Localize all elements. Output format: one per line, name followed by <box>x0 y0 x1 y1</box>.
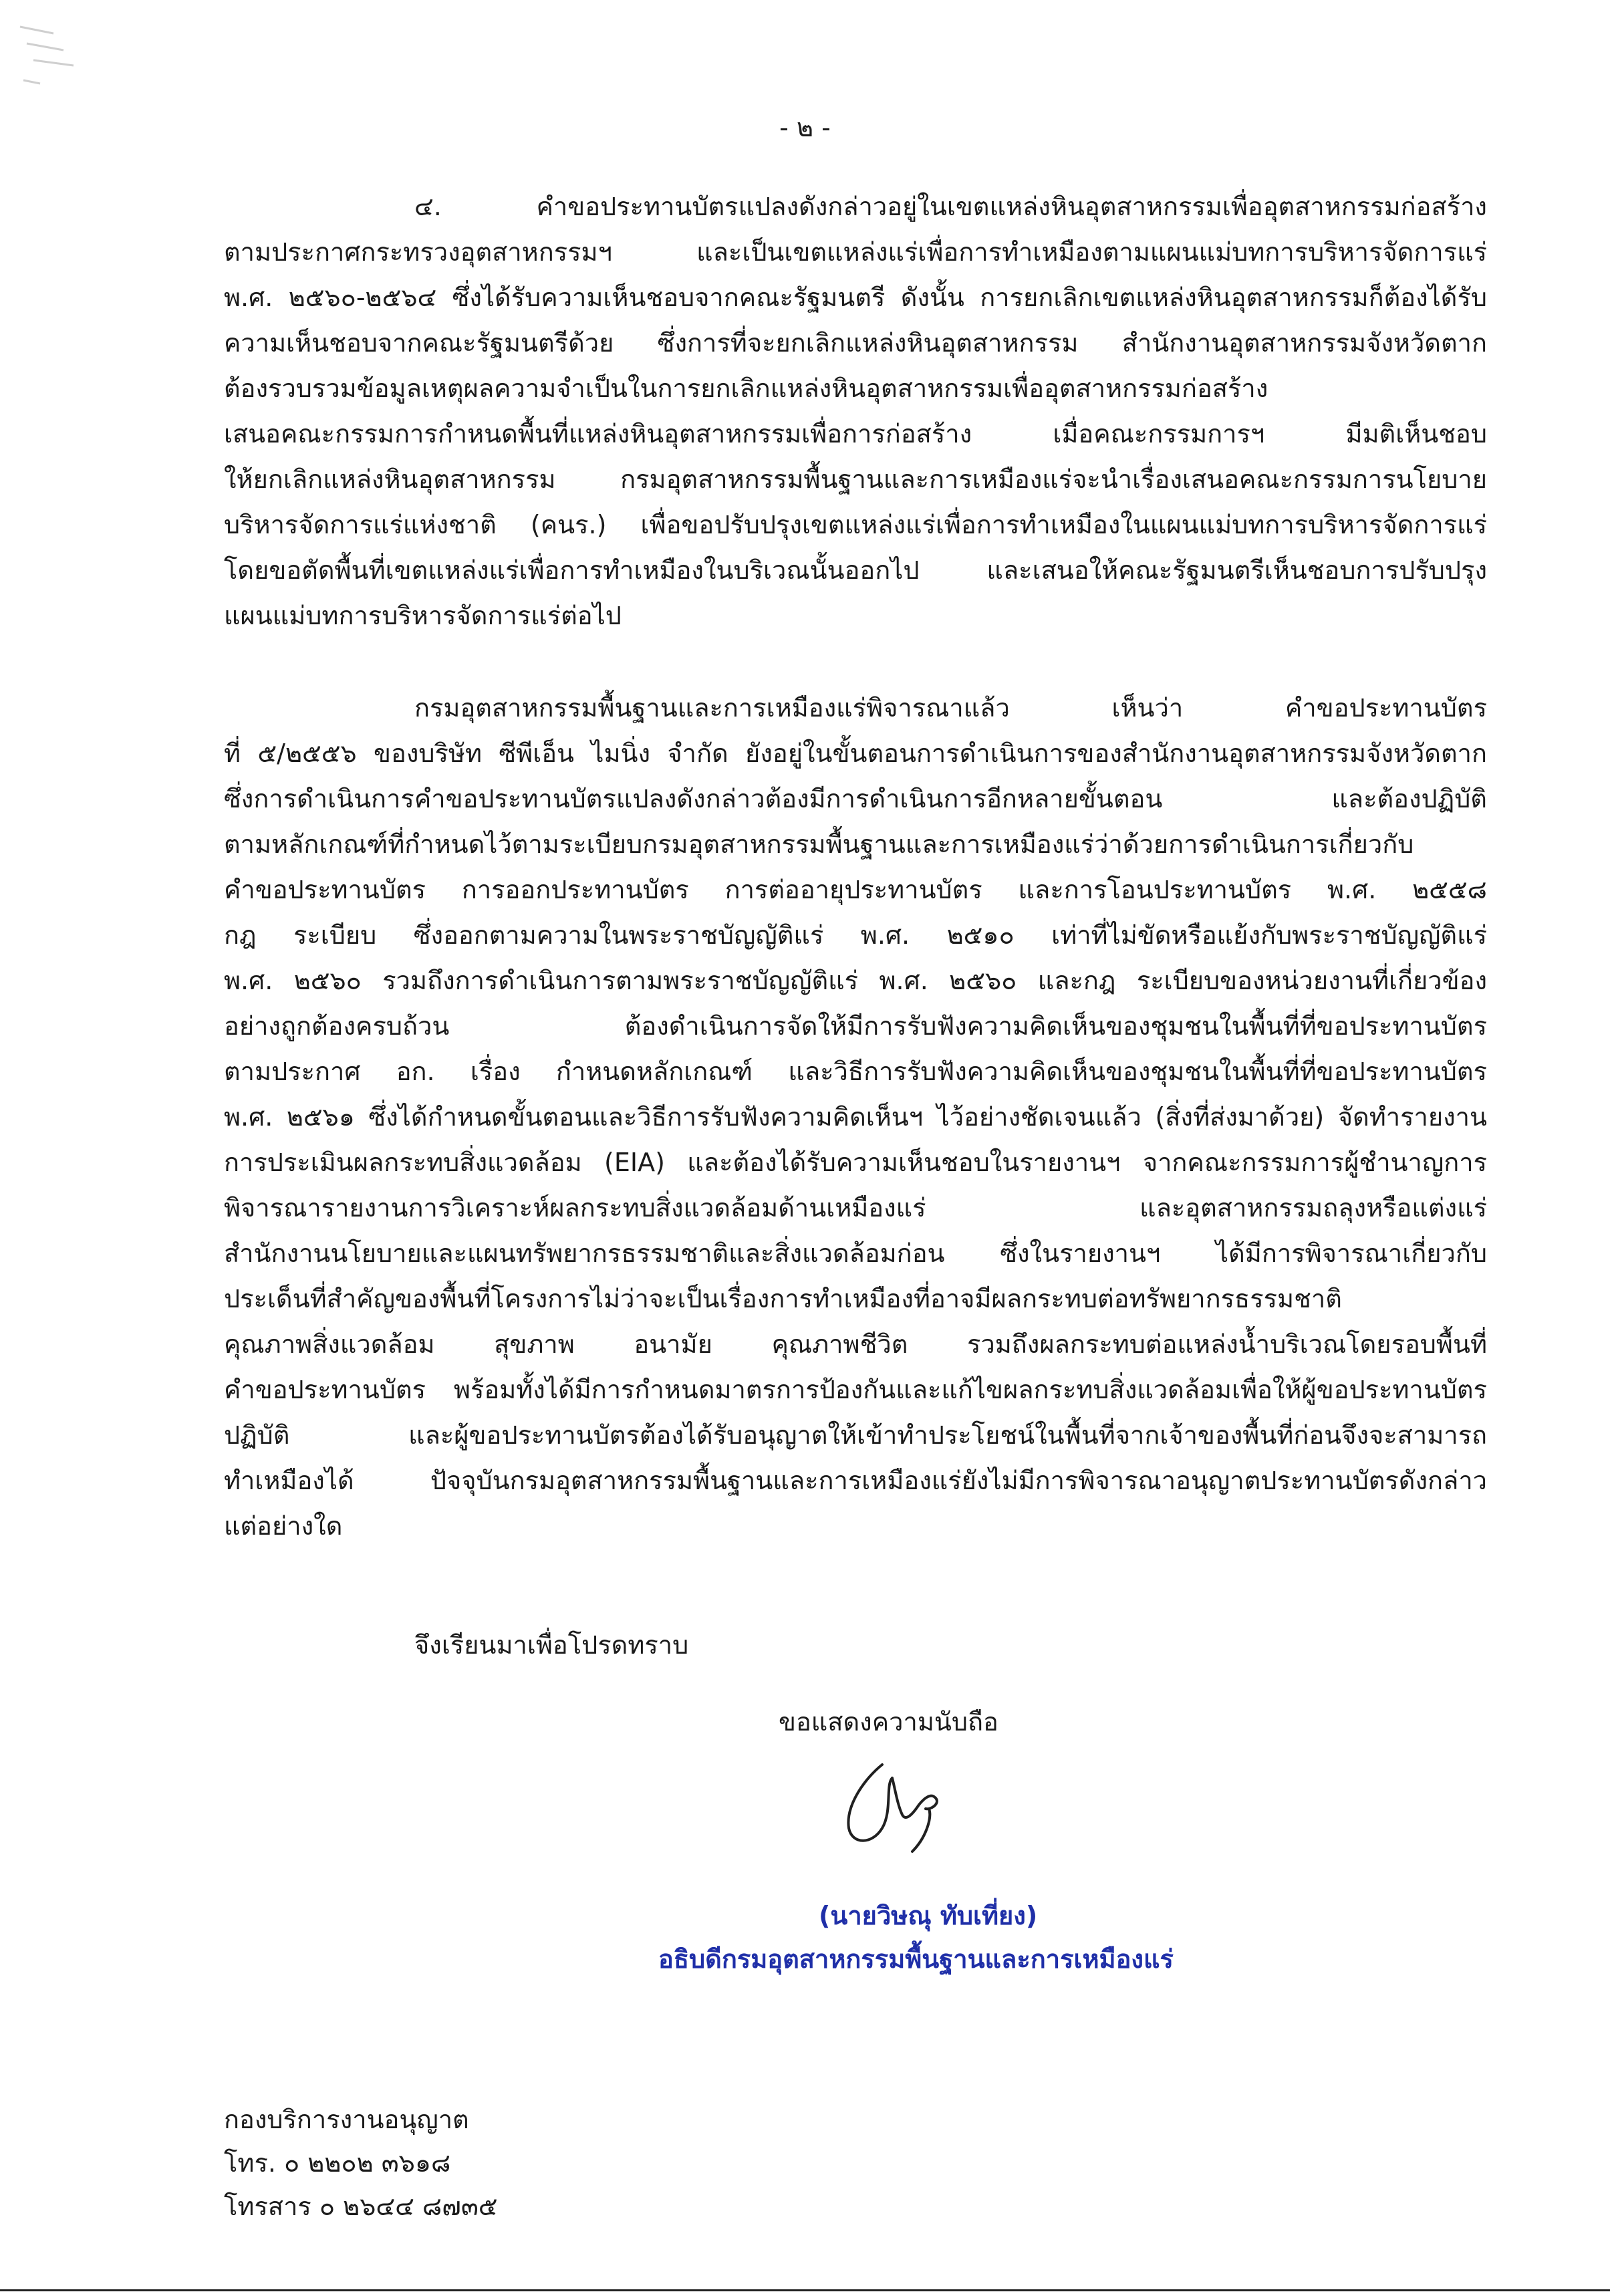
paragraph-4-line-4: ความเห็นชอบจากคณะรัฐมนตรีด้วย ซึ่งการที่จะยกเลิกแหล่งหินอุตสาหกรรม สำนักงานอุตสาหกรรมจังหวัดตาก <box>224 328 1487 358</box>
main-paragraph-line-3: ซึ่งการดำเนินการคำขอประทานบัตรแปลงดังกล่าวต้องมีการดำเนินการอีกหลายขั้นตอน และต้องปฏิบัติ <box>224 784 1487 813</box>
footer-fax: โทรสาร ๐ ๒๖๔๔ ๘๗๓๕ <box>224 2192 498 2221</box>
paragraph-4-line-8: บริหารจัดการแร่แห่งชาติ (คนร.) เพื่อขอปรับปรุงเขตแหล่งแร่เพื่อการทำเหมืองในแผนแม่บทการบริหารจัดการแร่ <box>224 510 1487 539</box>
page-number: - ๒ - <box>779 113 831 142</box>
paragraph-4-line-7: ให้ยกเลิกแหล่งหินอุตสาหกรรม กรมอุตสาหกรรมพื้นฐานและการเหมืองแร่จะนำเรื่องเสนอคณะกรรมการนโยบาย <box>224 465 1487 494</box>
main-paragraph-line-17: ปฏิบัติ และผู้ขอประทานบัตรต้องได้รับอนุญาตให้เข้าทำประโยชน์ในพื้นที่จากเจ้าของพื้นที่ก่อนจึงจะสามารถ <box>224 1420 1487 1450</box>
main-paragraph-line-2: ที่ ๕/๒๕๕๖ ของบริษัท ซีพีเอ็น ไมนิ่ง จำกัด ยังอยู่ในขั้นตอนการดำเนินการของสำนักงานอุตสาหกรรมจังหวัดตาก <box>224 739 1487 768</box>
main-paragraph-line-14: ประเด็นที่สำคัญของพื้นที่โครงการไม่ว่าจะเป็นเรื่องการทำเหมืองที่อาจมีผลกระทบต่อทรัพยากรธรรมชาติ <box>224 1284 1342 1313</box>
closing-regards: ขอแสดงความนับถือ <box>779 1707 998 1737</box>
footer-phone: โทร. ๐ ๒๒๐๒ ๓๖๑๘ <box>224 2148 451 2178</box>
closing-request: จึงเรียนมาเพื่อโปรดทราบ <box>414 1630 689 1660</box>
paragraph-4-line-3: พ.ศ. ๒๕๖๐-๒๕๖๔ ซึ่งได้รับความเห็นชอบจากคณะรัฐมนตรี ดังนั้น การยกเลิกเขตแหล่งหินอุตสาหกรรมก็ต้องได้รับ <box>224 283 1487 312</box>
main-paragraph-line-12: พิจารณารายงานการวิเคราะห์ผลกระทบสิ่งแวดล้อมด้านเหมืองแร่ และอุตสาหกรรมถลุงหรือแต่งแร่ <box>224 1193 1487 1223</box>
main-paragraph-line-11: การประเมินผลกระทบสิ่งแวดล้อม (EIA) และต้องได้รับความเห็นชอบในรายงานฯ จากคณะกรรมการผู้ชำนาญการ <box>224 1148 1487 1177</box>
main-paragraph-line-1: กรมอุตสาหกรรมพื้นฐานและการเหมืองแร่พิจารณาแล้ว เห็นว่า คำขอประทานบัตร <box>414 693 1487 723</box>
main-paragraph-line-10: พ.ศ. ๒๕๖๑ ซึ่งได้กำหนดขั้นตอนและวิธีการรับฟังความคิดเห็นฯ ไว้อย่างชัดเจนแล้ว (สิ่งที่ส่งมาด้วย) จัดทำรายงาน <box>224 1102 1487 1132</box>
handwritten-signature <box>819 1751 972 1858</box>
main-paragraph-line-8: อย่างถูกต้องครบถ้วน ต้องดำเนินการจัดให้มีการรับฟังความคิดเห็นของชุมชนในพื้นที่ที่ขอประทานบัตร <box>224 1011 1487 1041</box>
main-paragraph-line-19: แต่อย่างใด <box>224 1511 343 1541</box>
main-paragraph-line-6: กฎ ระเบียบ ซึ่งออกตามความในพระราชบัญญัติแร่ พ.ศ. ๒๕๑๐ เท่าที่ไม่ขัดหรือแย้งกับพระราชบัญญัติแร่ <box>224 920 1487 950</box>
main-paragraph-line-16: คำขอประทานบัตร พร้อมทั้งได้มีการกำหนดมาตรการป้องกันและแก้ไขผลกระทบสิ่งแวดล้อมเพื่อให้ผู้ขอประทานบัตร <box>224 1375 1487 1404</box>
signatory-name: (นายวิษณุ ทับเที่ยง) <box>819 1901 1038 1930</box>
paragraph-4-line-10: แผนแม่บทการบริหารจัดการแร่ต่อไป <box>224 601 622 630</box>
main-paragraph-line-13: สำนักงานนโยบายและแผนทรัพยากรธรรมชาติและสิ่งแวดล้อมก่อน ซึ่งในรายงานฯ ได้มีการพิจารณาเกี่ยวกับ <box>224 1239 1487 1268</box>
scan-speck-mark <box>13 13 87 94</box>
main-paragraph-line-5: คำขอประทานบัตร การออกประทานบัตร การต่ออายุประทานบัตร และการโอนประทานบัตร พ.ศ. ๒๕๕๘ <box>224 875 1487 904</box>
paragraph-4-line-5: ต้องรวบรวมข้อมูลเหตุผลความจำเป็นในการยกเลิกแหล่งหินอุตสาหกรรมเพื่ออุตสาหกรรมก่อสร้าง <box>224 374 1268 403</box>
main-paragraph-line-18: ทำเหมืองได้ ปัจจุบันกรมอุตสาหกรรมพื้นฐานและการเหมืองแร่ยังไม่มีการพิจารณาอนุญาตประทานบัตรดังกล่าว <box>224 1466 1487 1495</box>
paragraph-4-line-6: เสนอคณะกรรมการกำหนดพื้นที่แหล่งหินอุตสาหกรรมเพื่อการก่อสร้าง เมื่อคณะกรรมการฯ มีมติเห็นชอบ <box>224 419 1487 449</box>
signatory-title: อธิบดีกรมอุตสาหกรรมพื้นฐานและการเหมืองแร่ <box>658 1944 1174 1974</box>
paragraph-4-line-9: โดยขอตัดพื้นที่เขตแหล่งแร่เพื่อการทำเหมืองในบริเวณนั้นออกไป และเสนอให้คณะรัฐมนตรีเห็นชอบการปรับปรุง <box>224 555 1487 585</box>
main-paragraph-line-4: ตามหลักเกณฑ์ที่กำหนดไว้ตามระเบียบกรมอุตสาหกรรมพื้นฐานและการเหมืองแร่ว่าด้วยการดำเนินการเกี่ยวกับ <box>224 830 1414 859</box>
main-paragraph-line-7: พ.ศ. ๒๕๖๐ รวมถึงการดำเนินการตามพระราชบัญญัติแร่ พ.ศ. ๒๕๖๐ และกฎ ระเบียบของหน่วยงานที่เกี่ยวข้อง <box>224 966 1487 995</box>
main-paragraph-line-9: ตามประกาศ อก. เรื่อง กำหนดหลักเกณฑ์ และวิธีการรับฟังความคิดเห็นของชุมชนในพื้นที่ที่ขอประทานบัตร <box>224 1057 1487 1086</box>
paragraph-4-line-2: ตามประกาศกระทรวงอุตสาหกรรมฯ และเป็นเขตแหล่งแร่เพื่อการทำเหมืองตามแผนแม่บทการบริหารจัดการแร่ <box>224 237 1487 267</box>
page-bottom-edge <box>0 2289 1610 2291</box>
main-paragraph-line-15: คุณภาพสิ่งแวดล้อม สุขภาพ อนามัย คุณภาพชีวิต รวมถึงผลกระทบต่อแหล่งน้ำบริเวณโดยรอบพื้นที่ <box>224 1329 1487 1359</box>
paragraph-4-line-1: ๔. คำขอประทานบัตรแปลงดังกล่าวอยู่ในเขตแหล่งหินอุตสาหกรรมเพื่ออุตสาหกรรมก่อสร้าง <box>414 192 1487 221</box>
footer-division: กองบริการงานอนุญาต <box>224 2105 469 2134</box>
